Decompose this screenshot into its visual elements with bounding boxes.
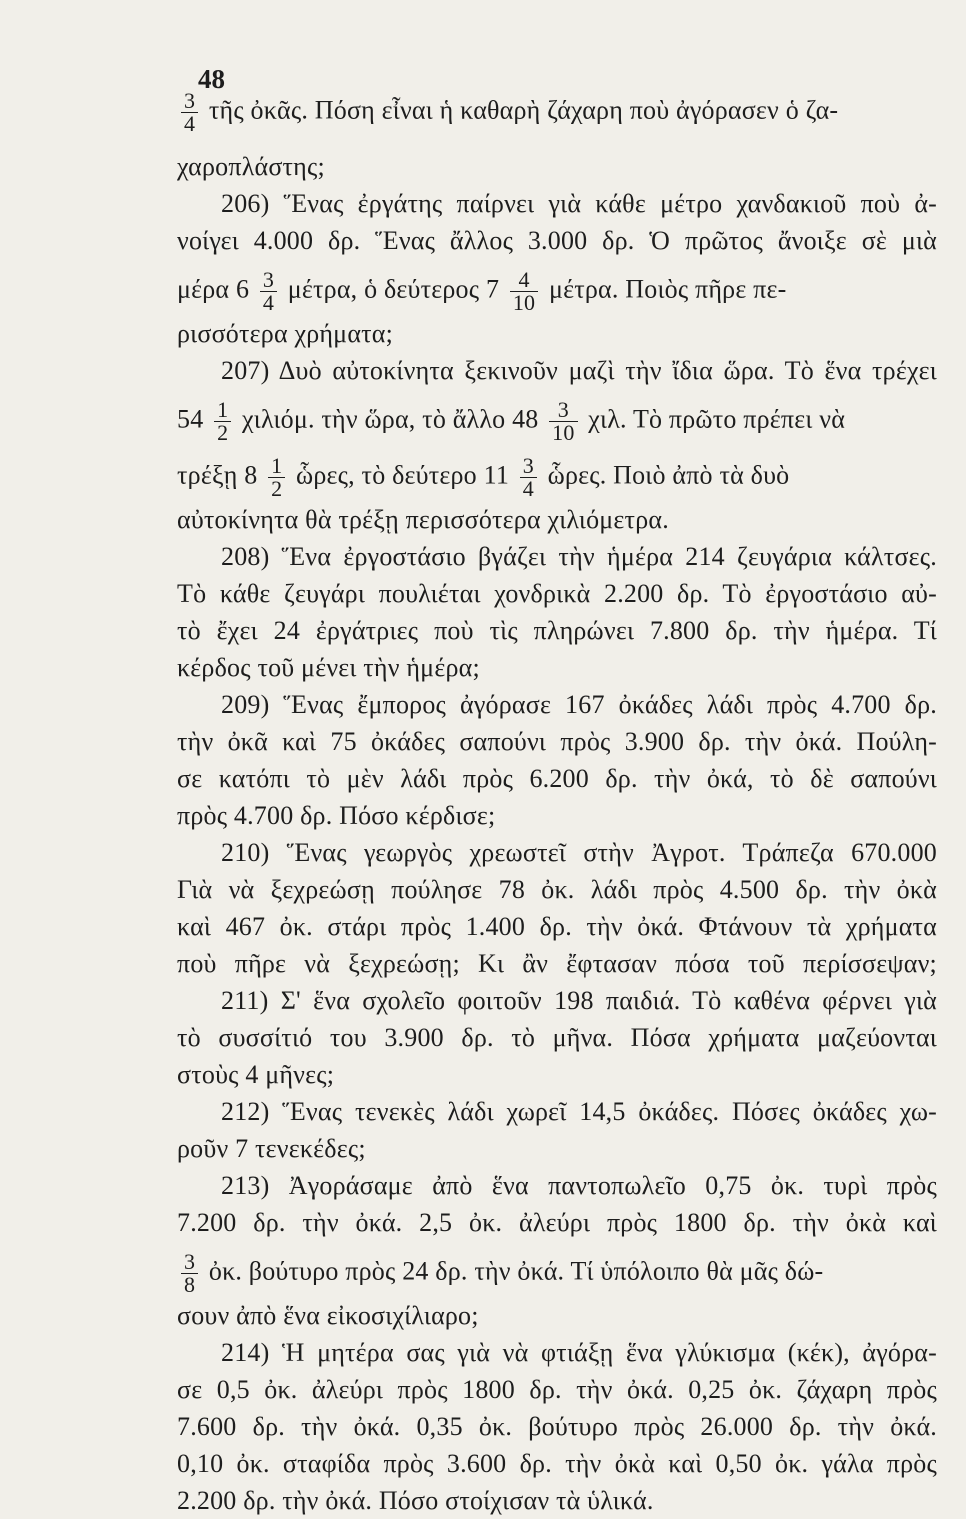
text-line: $\frac{3}{4}$ τῆς ὀκᾶς. Πόση εἶναι ἡ καθαρὴ ζάχαρη ποὺ ἀγόρασεν ὁ ζα- [177,90,937,148]
text-line: νοίγει 4.000 δρ. Ἕνας ἄλλος 3.000 δρ. Ὁ πρῶτος ἄνοιξε σὲ μιὰ [177,226,937,255]
fraction: $\frac{1}{2}$ [268,455,285,500]
text-line: 209) Ἕνας ἔμπορος ἀγόρασε 167 ὀκάδες λάδι πρὸς 4.700 δρ. [221,690,937,719]
fraction: $\frac{4}{10}$ [510,269,538,314]
text-line: 211) Σ' ἕνα σχολεῖο φοιτοῦν 198 παιδιά. Τὸ καθένα φέρνει γιὰ [221,986,937,1015]
text-line: 208) Ἕνα ἐργοστάσιο βγάζει τὴν ἡμέρα 214 ζευγάρια κάλτσες. [221,542,937,571]
text-line: 0,10 ὀκ. σταφίδα πρὸς 3.600 δρ. τὴν ὀκὰ καὶ 0,50 ὀκ. γάλα πρὸς [177,1449,937,1478]
text-line: αὐτοκίνητα θὰ τρέξῃ περισσότερα χιλιόμετρα. [177,505,669,534]
text-line: πρὸς 4.700 δρ. Πόσο κέρδισε; [177,801,496,830]
text-line: 7.200 δρ. τὴν ὀκά. 2,5 ὀκ. ἀλεύρι πρὸς 1800 δρ. τὴν ὀκὰ καὶ [177,1208,937,1237]
text-line: στοὺς 4 μῆνες; [177,1060,335,1089]
text-line: Γιὰ νὰ ξεχρεώσῃ πούλησε 78 ὀκ. λάδι πρὸς 4.500 δρ. τὴν ὀκὰ [177,875,937,904]
text-line: χαροπλάστης; [177,152,325,181]
text-line: ροῦν 7 τενεκέδες; [177,1134,366,1163]
text-line: Τὸ κάθε ζευγάρι πουλιέται χονδρικὰ 2.200 δρ. Τὸ ἐργοστάσιο αὐ- [177,579,937,608]
page-body [177,90,937,1519]
text-line: σουν ἀπὸ ἕνα εἰκοσιχίλιαρο; [177,1301,479,1330]
fraction: $\frac{3}{4}$ [181,90,198,135]
text-line: $\frac{3}{8}$ ὀκ. βούτυρο πρὸς 24 δρ. τὴν ὀκά. Τί ὑπόλοιπο θὰ μᾶς δώ- [177,1241,937,1297]
text-line: τρέξῃ 8 $\frac{1}{2}$ ὧρες, τὸ δεύτερο 11 $\frac{3}{4}$ ὧρες. Ποιὸ ἀπὸ τὰ δυὸ [177,453,790,501]
text-line: 206) Ἕνας ἐργάτης παίρνει γιὰ κάθε μέτρο χανδακιοῦ ποὺ ἀ- [221,189,937,218]
page-number: 48 [198,64,225,94]
text-line: τὸ συσσίτιό του 3.900 δρ. τὸ μῆνα. Πόσα χρήματα μαζεύονται [177,1023,937,1052]
text-line: 54 $\frac{1}{2}$ χιλιόμ. τὴν ὥρα, τὸ ἄλλο 48 $\frac{3}{10}$ χιλ. Τὸ πρῶτο πρέπει νὰ [177,397,846,445]
text-line: ποὺ πῆρε νὰ ξεχρεώσῃ; Κι ἂν ἔφτασαν πόσα τοῦ περίσσεψαν; [177,949,937,978]
text-line: 2.200 δρ. τὴν ὀκά. Πόσο στοίχισαν τὰ ὑλικά. [177,1486,654,1515]
text-line: 210) Ἕνας γεωργὸς χρεωστεῖ στὴν Ἀγροτ. Τράπεζα 670.000 [221,838,937,867]
text-line: 212) Ἕνας τενεκὲς λάδι χωρεῖ 14,5 ὀκάδες. Πόσες ὀκάδες χω- [221,1097,937,1126]
fraction: $\frac{3}{4}$ [260,269,277,314]
text-line: 214) Ἡ μητέρα σας γιὰ νὰ φτιάξῃ ἕνα γλύκισμα (κέκ), ἀγόρα- [221,1338,937,1367]
text-line: κέρδος τοῦ μένει τὴν ἡμέρα; [177,653,480,682]
fraction: $\frac{1}{2}$ [214,399,231,444]
text-line: 207) Δυὸ αὐτοκίνητα ξεκινοῦν μαζὶ τὴν ἴδια ὥρα. Τὸ ἕνα τρέχει [221,356,937,385]
fraction: $\frac{3}{8}$ [181,1251,198,1296]
text-line: τὴν ὀκᾶ καὶ 75 ὀκάδες σαπούνι πρὸς 3.900 δρ. τὴν ὀκά. Πούλη- [177,727,937,756]
text-line: μέρα 6 $\frac{3}{4}$ μέτρα, ὁ δεύτερος 7 $\frac{4}{10}$ μέτρα. Ποιὸς πῆρε πε- [177,267,787,315]
text-line: σε 0,5 ὀκ. ἀλεύρι πρὸς 1800 δρ. τὴν ὀκά. 0,25 ὀκ. ζάχαρη πρὸς [177,1375,937,1404]
text-line: 7.600 δρ. τὴν ὀκά. 0,35 ὀκ. βούτυρο πρὸς 26.000 δρ. τὴν ὀκά. [177,1412,937,1441]
fraction: $\frac{3}{10}$ [549,399,577,444]
text-line: ρισσότερα χρήματα; [177,319,394,348]
text-line: σε κατόπι τὸ μὲν λάδι πρὸς 6.200 δρ. τὴν ὀκά, τὸ δὲ σαπούνι [177,764,937,793]
text-line: τὸ ἔχει 24 ἐργάτριες ποὺ τὶς πληρώνει 7.800 δρ. τὴν ἡμέρα. Τί [177,616,937,645]
text-line: καὶ 467 ὀκ. στάρι πρὸς 1.400 δρ. τὴν ὀκά. Φτάνουν τὰ χρήματα [177,912,937,941]
text-line: 213) Ἀγοράσαμε ἀπὸ ἕνα παντοπωλεῖο 0,75 ὀκ. τυρὶ πρὸς [221,1171,937,1200]
fraction: $\frac{3}{4}$ [520,455,537,500]
